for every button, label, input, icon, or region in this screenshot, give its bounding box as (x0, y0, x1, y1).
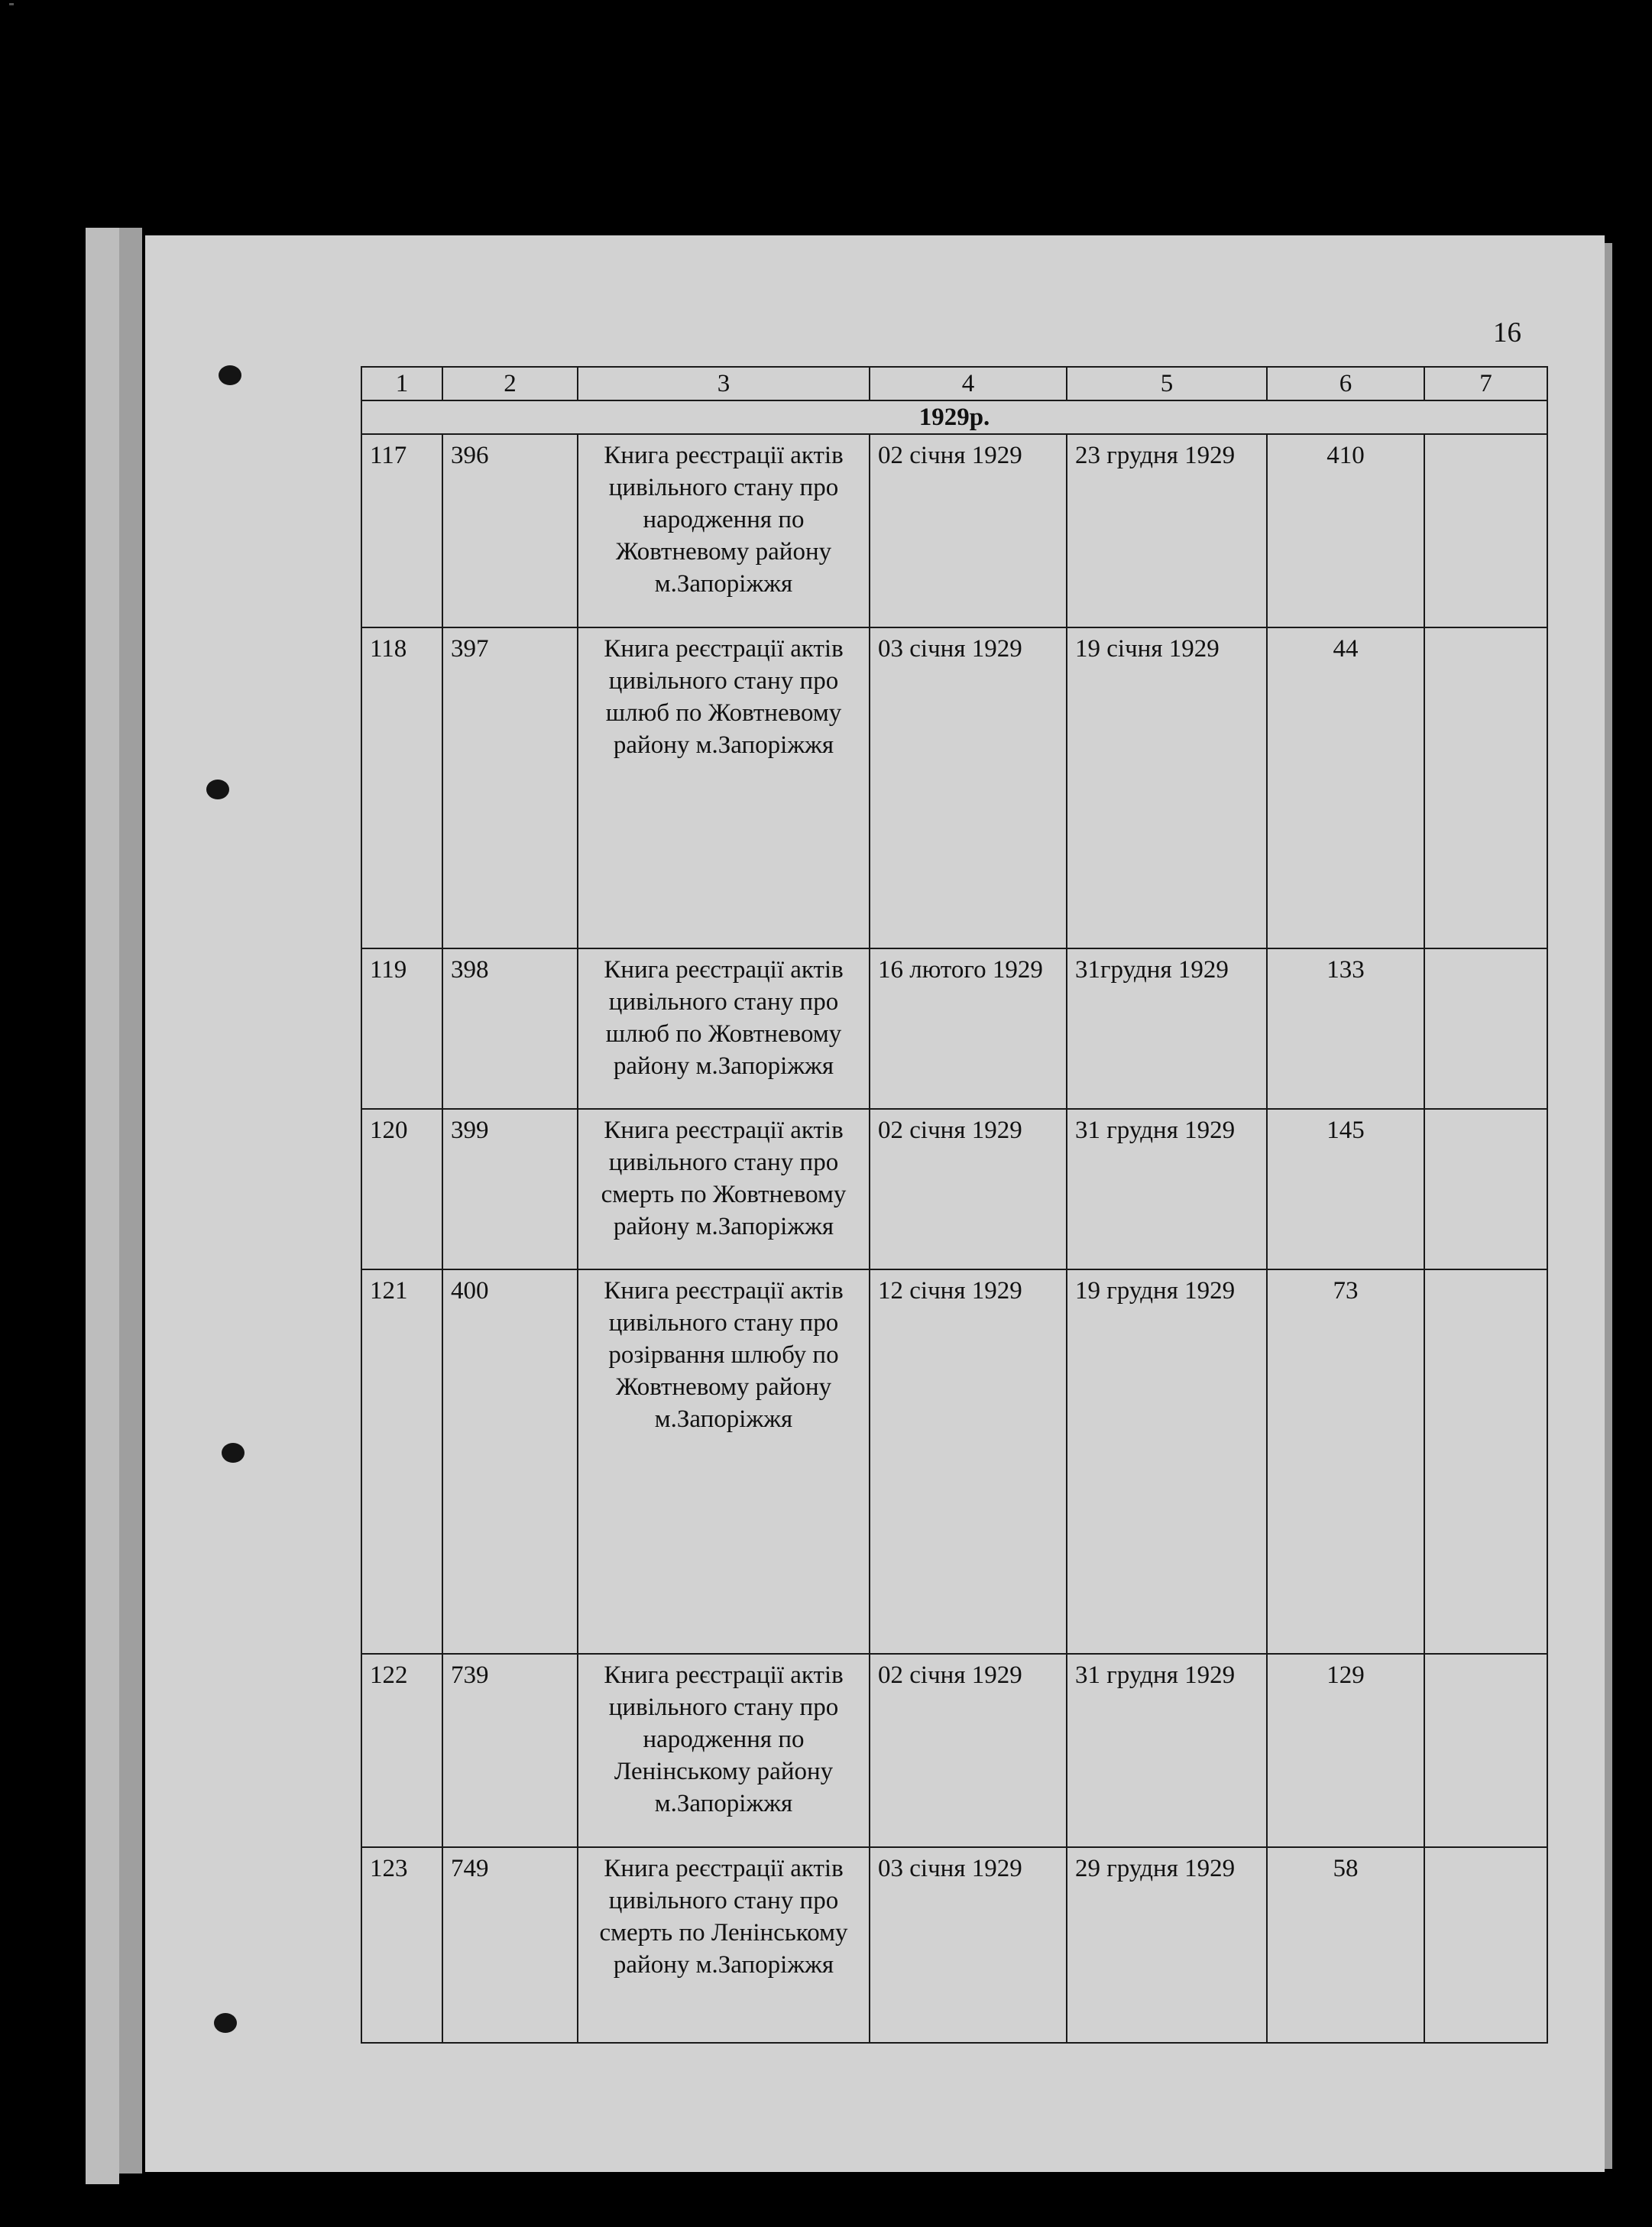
header-cell: 6 (1267, 367, 1424, 400)
year-label: 1929р. (361, 400, 1547, 434)
cell-end-date: 31грудня 1929 (1067, 948, 1267, 1109)
header-cell: 2 (442, 367, 578, 400)
cell-title: Книга реєстрації актів цивільного стану про шлюб по Жовтневому району м.Запоріжжя (578, 948, 870, 1109)
table-header-row (361, 367, 1547, 400)
cell-pages: 44 (1267, 627, 1424, 948)
scan-speck (9, 3, 14, 5)
cell-end-date: 31 грудня 1929 (1067, 1109, 1267, 1269)
cell-title: Книга реєстрації актів цивільного стану про смерть по Жовтневому району м.Запоріжжя (578, 1109, 870, 1269)
cell-pages: 145 (1267, 1109, 1424, 1269)
punch-hole-4 (214, 2013, 237, 2033)
table-row (361, 627, 1547, 948)
cell-start-date: 02 січня 1929 (870, 1654, 1067, 1847)
cell-number: 117 (361, 434, 442, 627)
cell-note (1424, 1654, 1547, 1847)
cell-pages: 410 (1267, 434, 1424, 627)
table-row (361, 434, 1547, 627)
punch-hole-1 (219, 365, 241, 385)
header-cell: 7 (1424, 367, 1547, 400)
header-cell: 5 (1067, 367, 1267, 400)
cell-fund: 399 (442, 1109, 578, 1269)
cell-start-date: 02 січня 1929 (870, 434, 1067, 627)
cell-note (1424, 1847, 1547, 2043)
cell-title: Книга реєстрації актів цивільного стану про народження по Ленінському району м.Запоріжжя (578, 1654, 870, 1847)
table-row (361, 1847, 1547, 2043)
cell-pages: 129 (1267, 1654, 1424, 1847)
cell-pages: 58 (1267, 1847, 1424, 2043)
cell-title: Книга реєстрації актів цивільного стану про народження по Жовтневому району м.Запоріжжя (578, 434, 870, 627)
cell-end-date: 19 грудня 1929 (1067, 1269, 1267, 1654)
header-cell: 1 (361, 367, 442, 400)
cell-fund: 739 (442, 1654, 578, 1847)
cell-number: 123 (361, 1847, 442, 2043)
cell-start-date: 16 лютого 1929 (870, 948, 1067, 1109)
year-row (361, 400, 1547, 434)
cell-start-date: 03 січня 1929 (870, 627, 1067, 948)
cell-end-date: 19 січня 1929 (1067, 627, 1267, 948)
cell-fund: 400 (442, 1269, 578, 1654)
cell-note (1424, 1109, 1547, 1269)
cell-fund: 397 (442, 627, 578, 948)
cell-number: 121 (361, 1269, 442, 1654)
cell-number: 120 (361, 1109, 442, 1269)
cell-end-date: 23 грудня 1929 (1067, 434, 1267, 627)
cell-note (1424, 627, 1547, 948)
punch-hole-2 (206, 780, 229, 799)
header-cell: 3 (578, 367, 870, 400)
cell-fund: 749 (442, 1847, 578, 2043)
table-row (361, 948, 1547, 1109)
cell-note (1424, 948, 1547, 1109)
cell-start-date: 03 січня 1929 (870, 1847, 1067, 2043)
cell-start-date: 02 січня 1929 (870, 1109, 1067, 1269)
cell-number: 119 (361, 948, 442, 1109)
cell-note (1424, 1269, 1547, 1654)
cell-pages: 73 (1267, 1269, 1424, 1654)
table-row (361, 1654, 1547, 1847)
page-edge-left (86, 228, 119, 2184)
cell-number: 122 (361, 1654, 442, 1847)
cell-end-date: 31 грудня 1929 (1067, 1654, 1267, 1847)
page-edge-shadow (119, 228, 142, 2174)
header-cell: 4 (870, 367, 1067, 400)
cell-title: Книга реєстрації актів цивільного стану про смерть по Ленінському району м.Запоріжжя (578, 1847, 870, 2043)
cell-note (1424, 434, 1547, 627)
cell-title: Книга реєстрації актів цивільного стану про розірвання шлюбу по Жовтневому району м.Запоріжжя (578, 1269, 870, 1654)
table-row (361, 1269, 1547, 1654)
punch-hole-3 (222, 1443, 245, 1463)
cell-end-date: 29 грудня 1929 (1067, 1847, 1267, 2043)
cell-fund: 396 (442, 434, 578, 627)
table-row (361, 1109, 1547, 1269)
cell-title: Книга реєстрації актів цивільного стану про шлюб по Жовтневому району м.Запоріжжя (578, 627, 870, 948)
cell-pages: 133 (1267, 948, 1424, 1109)
cell-number: 118 (361, 627, 442, 948)
register-table (361, 366, 1548, 2044)
cell-fund: 398 (442, 948, 578, 1109)
cell-start-date: 12 січня 1929 (870, 1269, 1067, 1654)
page-number: 16 (1493, 317, 1521, 348)
page-edge-right (1605, 243, 1612, 2169)
